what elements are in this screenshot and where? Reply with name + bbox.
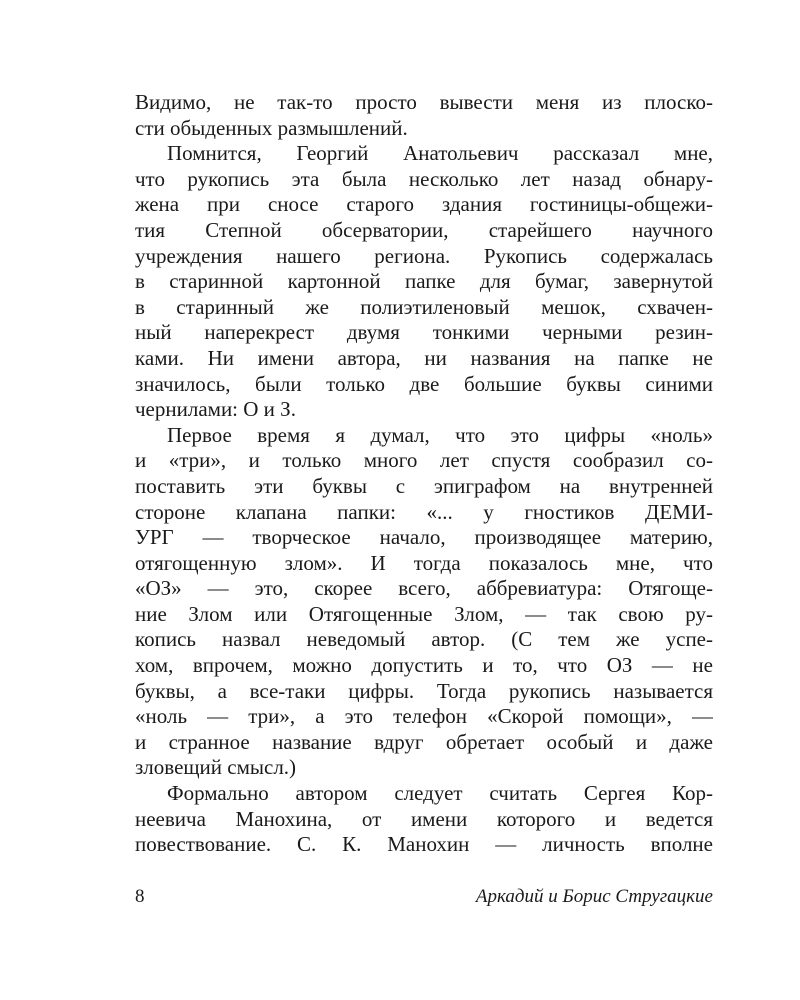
page-number: 8 bbox=[135, 886, 145, 907]
text-line: сти обыденных размышлений. bbox=[135, 115, 408, 140]
text-line: УРГ — творческое начало, производящее материю, bbox=[135, 525, 713, 550]
text-line: Формально автором следует считать Сергея Кор- bbox=[167, 781, 713, 806]
text-line: зловещий смысл.) bbox=[135, 755, 297, 780]
text-line: ние Злом или Отягощенные Злом, — так свою ру- bbox=[135, 601, 713, 626]
text-line: тия Степной обсерватории, старейшего научного bbox=[135, 217, 713, 242]
text-line: Помнится, Георгий Анатольевич рассказал мне, bbox=[167, 141, 713, 166]
text-line: в старинный же полиэтиленовый мешок, схвачен- bbox=[135, 294, 713, 319]
text-line: неевича Манохина, от имени которого и ведется bbox=[135, 806, 713, 831]
text-line: ками. Ни имени автора, ни названия на папке не bbox=[135, 345, 713, 370]
text-line: стороне клапана папки: «... у гностиков ДЕМИ- bbox=[135, 499, 713, 524]
running-head: Аркадий и Борис Стругацкие bbox=[475, 886, 713, 907]
text-line: повествование. С. К. Манохин — личность вполне bbox=[135, 832, 713, 857]
text-line: чернилами: О и З. bbox=[135, 397, 296, 422]
text-line: жена при сносе старого здания гостиницы-общежи- bbox=[135, 192, 713, 217]
text-line: отягощенную злом». И тогда показалось мне, что bbox=[135, 550, 713, 575]
text-line: в старинной картонной папке для бумаг, завернутой bbox=[135, 269, 713, 294]
text-line: что рукопись эта была несколько лет назад обнару- bbox=[135, 166, 713, 191]
text-line: учреждения нашего региона. Рукопись содержалась bbox=[135, 243, 713, 268]
text-line: поставить эти буквы с эпиграфом на внутренней bbox=[135, 473, 713, 498]
text-line: Видимо, не так-то просто вывести меня из плоско- bbox=[135, 90, 713, 114]
text-line: Первое время я думал, что это цифры «ноль» bbox=[167, 422, 713, 447]
text-line: и «три», и только много лет спустя сообразил со- bbox=[135, 448, 713, 473]
page-text bbox=[135, 90, 713, 858]
text-line: копись назвал неведомый автор. (С тем же успе- bbox=[135, 627, 713, 652]
text-line: «ноль — три», а это телефон «Скорой помощи», — bbox=[135, 704, 713, 729]
text-line: значилось, были только две большие буквы синими bbox=[135, 371, 713, 396]
text-line: и странное название вдруг обретает особый и даже bbox=[135, 729, 713, 754]
text-line: ный наперекрест двумя тонкими черными резин- bbox=[135, 320, 713, 345]
text-line: хом, впрочем, можно допустить и то, что ОЗ — не bbox=[135, 653, 713, 678]
text-line: «ОЗ» — это, скорее всего, аббревиатура: Отягоще- bbox=[135, 576, 713, 601]
text-line: буквы, а все-таки цифры. Тогда рукопись называется bbox=[135, 678, 713, 703]
page-footer bbox=[135, 884, 713, 910]
